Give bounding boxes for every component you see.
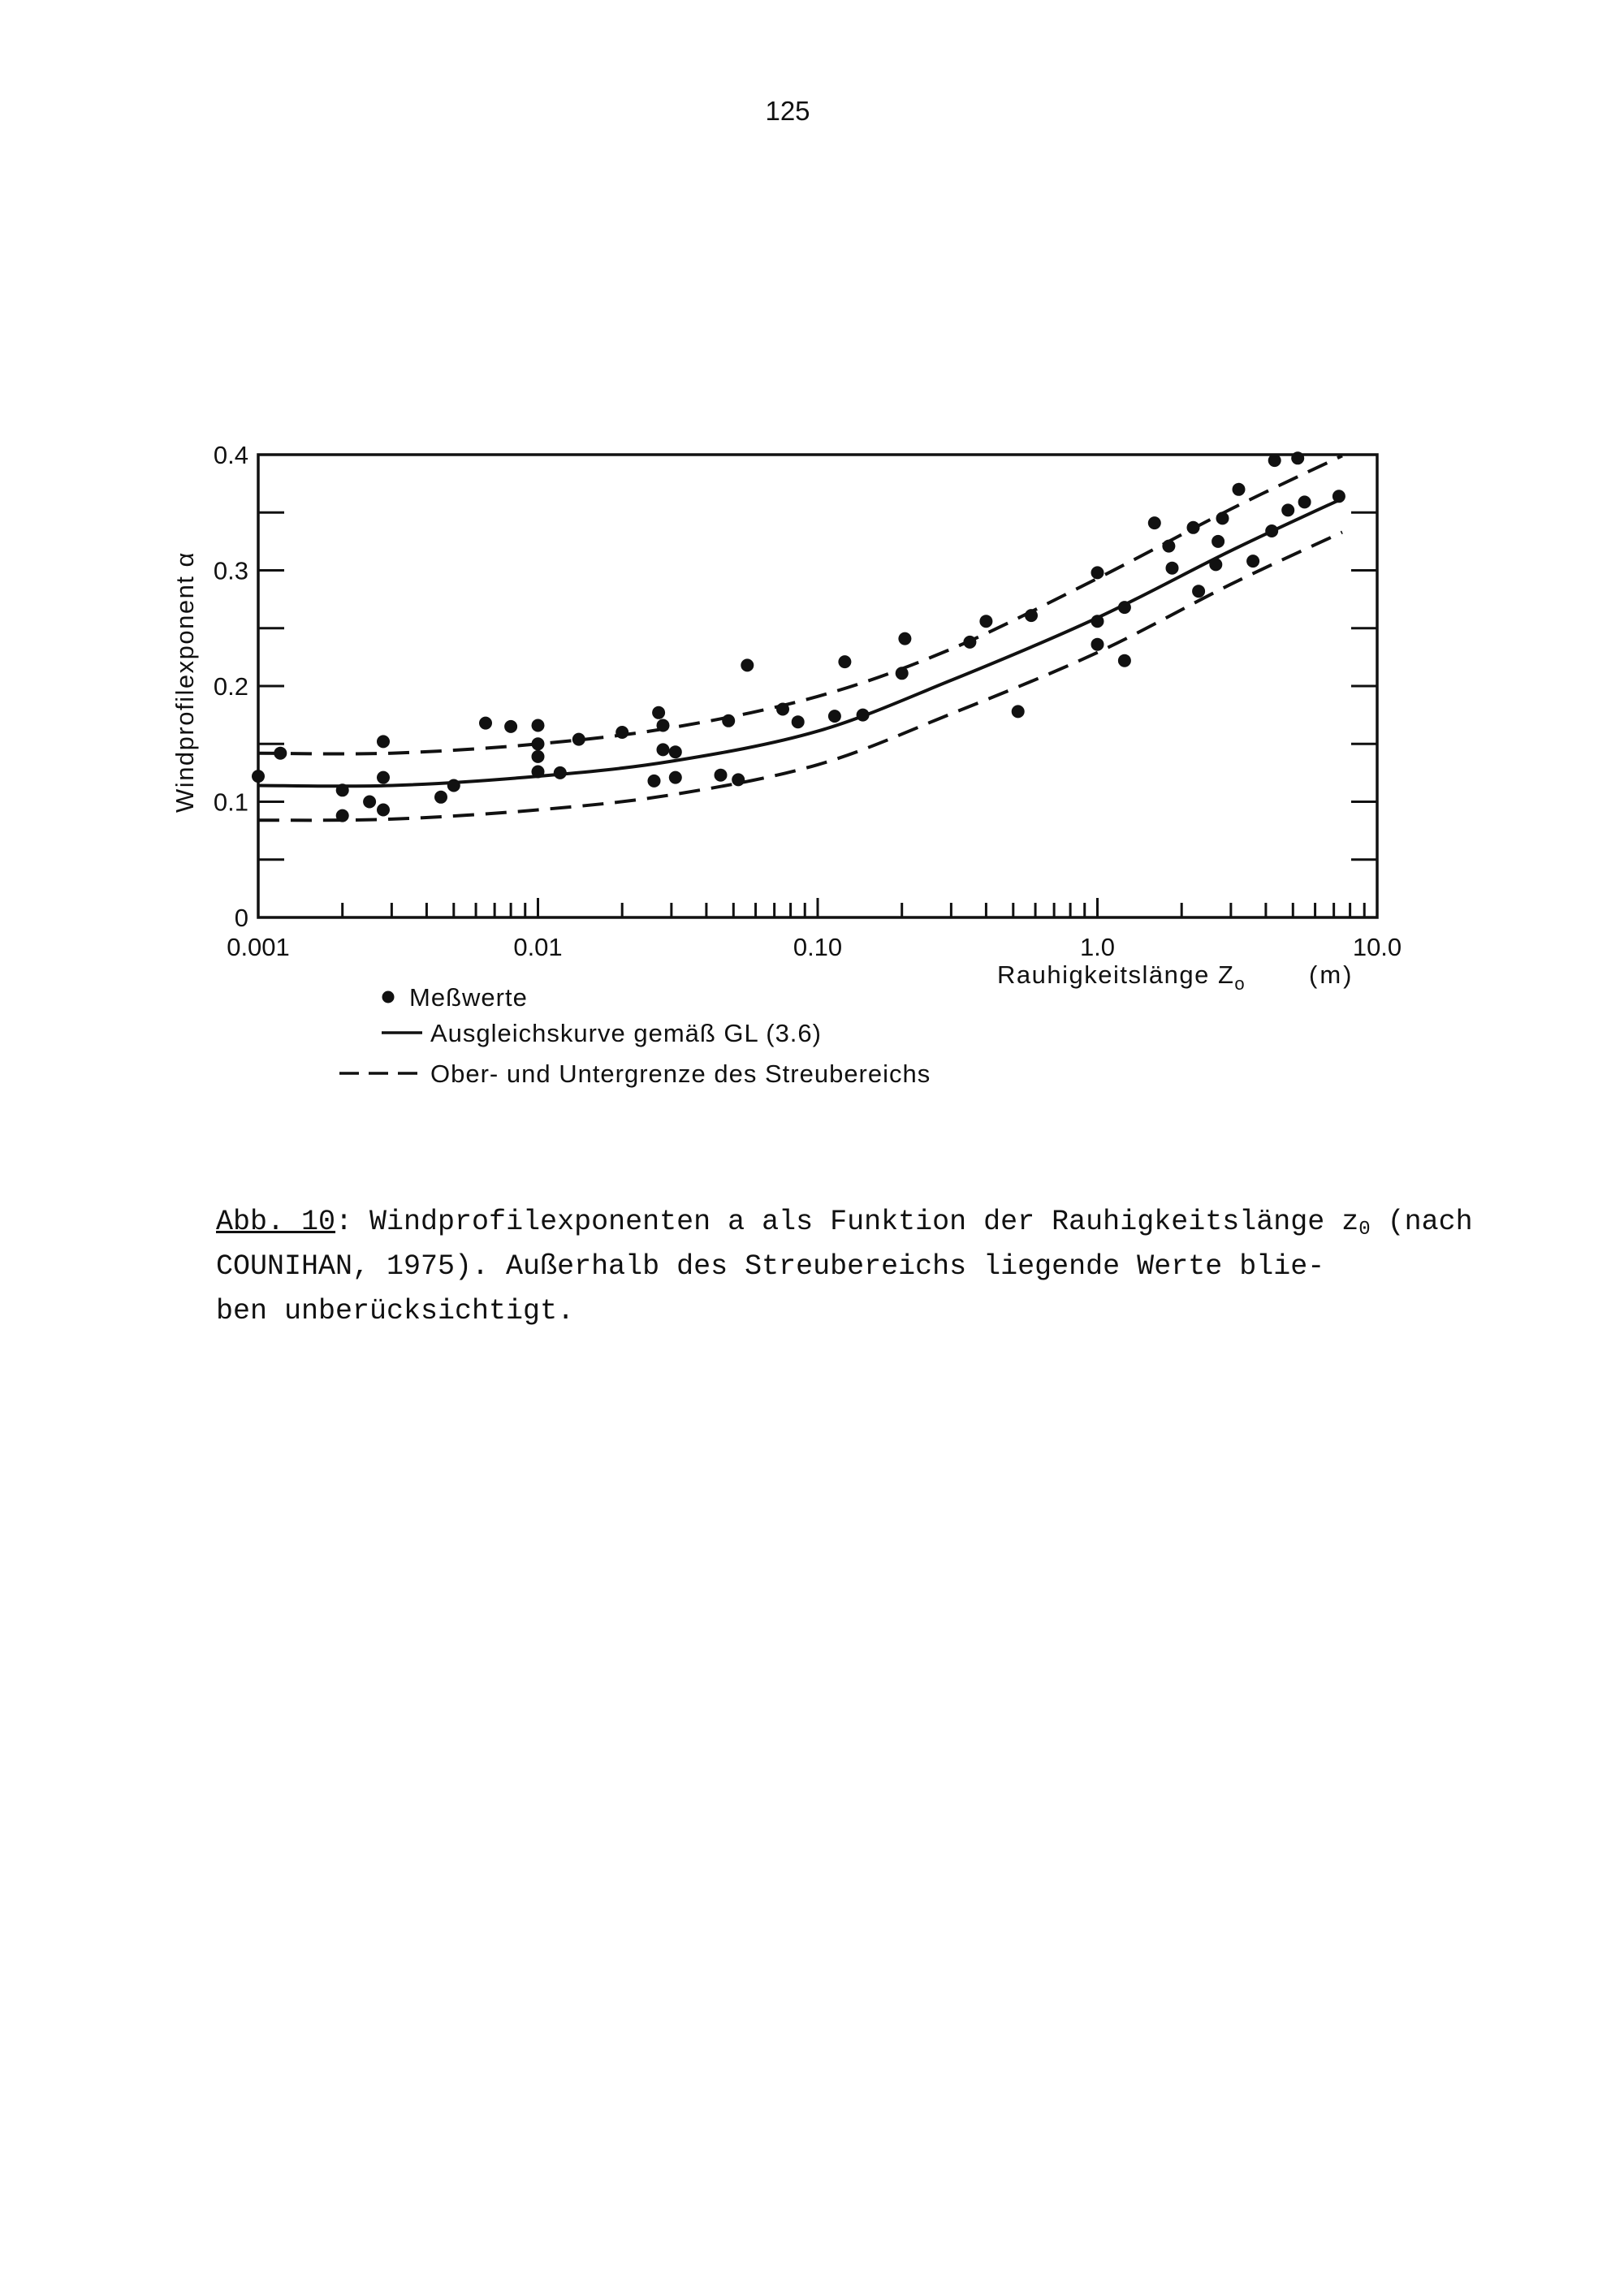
data-point [896, 667, 909, 680]
data-point [363, 796, 376, 809]
data-point [1216, 511, 1229, 524]
data-point [898, 632, 911, 645]
data-point [722, 714, 735, 727]
data-point [776, 703, 789, 716]
data-point [792, 715, 805, 728]
data-point [857, 709, 870, 722]
caption-line-1-end: (nach [1370, 1206, 1473, 1238]
data-point [615, 726, 628, 739]
data-point [1091, 638, 1104, 651]
y-tick-label: 0.3 [213, 556, 248, 585]
data-point [1332, 490, 1345, 503]
data-point [657, 743, 670, 756]
data-point [652, 706, 665, 719]
figure-caption [216, 1200, 1473, 1334]
data-point [715, 769, 728, 782]
data-point [377, 735, 390, 748]
legend-fit-label: Ausgleichskurve gemäß GL (3.6) [430, 1019, 822, 1047]
data-point [479, 717, 492, 730]
data-point [1192, 585, 1205, 598]
y-tick-label: 0 [234, 904, 248, 932]
data-point [1209, 558, 1222, 571]
data-point [274, 747, 287, 760]
x-axis-label: Rauhigkeitslänge $Z_o$ [997, 960, 1246, 994]
data-point [504, 720, 517, 733]
x-axis-unit: (m) [1309, 960, 1354, 989]
data-point [1118, 601, 1131, 614]
data-point [336, 809, 349, 822]
legend [339, 983, 931, 1088]
data-point [1187, 521, 1200, 534]
page-number: 125 [765, 96, 810, 126]
data-point [732, 773, 745, 786]
chart [0, 0, 1624, 1120]
x-tick-label: 0.001 [227, 933, 290, 961]
data-point [1265, 524, 1278, 537]
caption-figure-label: Abb. 10 [216, 1206, 336, 1238]
legend-bounds-label: Ober- und Untergrenze des Streubereichs [430, 1060, 931, 1088]
caption-line-1-subscript: 0 [1358, 1219, 1371, 1241]
data-point [532, 750, 545, 763]
data-point [1166, 562, 1179, 575]
data-point [434, 791, 447, 804]
x-tick-label: 0.10 [793, 933, 843, 961]
data-point [669, 745, 682, 758]
x-tick-label: 10.0 [1352, 933, 1402, 961]
data-point [669, 771, 682, 784]
data-point [532, 737, 545, 750]
caption-line-1 [216, 1200, 1473, 1245]
data-point [741, 658, 754, 671]
data-point [963, 636, 976, 649]
data-point [1118, 654, 1131, 667]
curve-ausgleichskurve [258, 498, 1342, 786]
data-point [1012, 705, 1025, 718]
data-point [1246, 555, 1259, 568]
caption-line-3: ben unberücksichtigt. [216, 1295, 575, 1327]
data-point [336, 783, 349, 796]
data-point [1091, 566, 1104, 579]
caption-line-2: COUNIHAN, 1975). Außerhalb des Streubereichs liegende Werte blie- [216, 1250, 1325, 1283]
y-tick-label: 0.2 [213, 672, 248, 701]
data-point [377, 804, 390, 817]
data-point [979, 615, 992, 628]
data-point [1268, 454, 1281, 467]
data-point [532, 766, 545, 779]
data-point [828, 710, 841, 723]
data-point [252, 770, 265, 783]
y-tick-label: 0.4 [213, 441, 248, 469]
data-point [648, 775, 661, 788]
data-point [447, 779, 460, 792]
data-point [377, 771, 390, 784]
data-point [1025, 609, 1038, 622]
y-axis-label: Windprofilexponent α [171, 551, 199, 813]
caption-line-1-text: : Windprofilexponenten a als Funktion der Rauhigkeitslänge z [335, 1206, 1359, 1238]
data-point [1212, 535, 1224, 548]
y-tick-label: 0.1 [213, 788, 248, 817]
data-point [1148, 516, 1161, 529]
data-point [554, 766, 567, 779]
data-point [838, 655, 851, 668]
data-point [532, 719, 545, 732]
plot-frame [258, 455, 1377, 917]
data-point [1162, 540, 1175, 553]
data-point [657, 719, 670, 732]
data-point [1291, 451, 1304, 464]
data-point [1281, 503, 1294, 516]
data-point [1091, 615, 1104, 628]
data-point [572, 733, 585, 746]
data-point [1298, 495, 1311, 508]
legend-points-label: Meßwerte [409, 983, 528, 1012]
legend-dot [382, 991, 395, 1003]
x-tick-label: 0.01 [513, 933, 563, 961]
curve-obergrenze [258, 455, 1342, 753]
data-point [1233, 483, 1246, 496]
x-tick-label: 1.0 [1079, 933, 1116, 961]
